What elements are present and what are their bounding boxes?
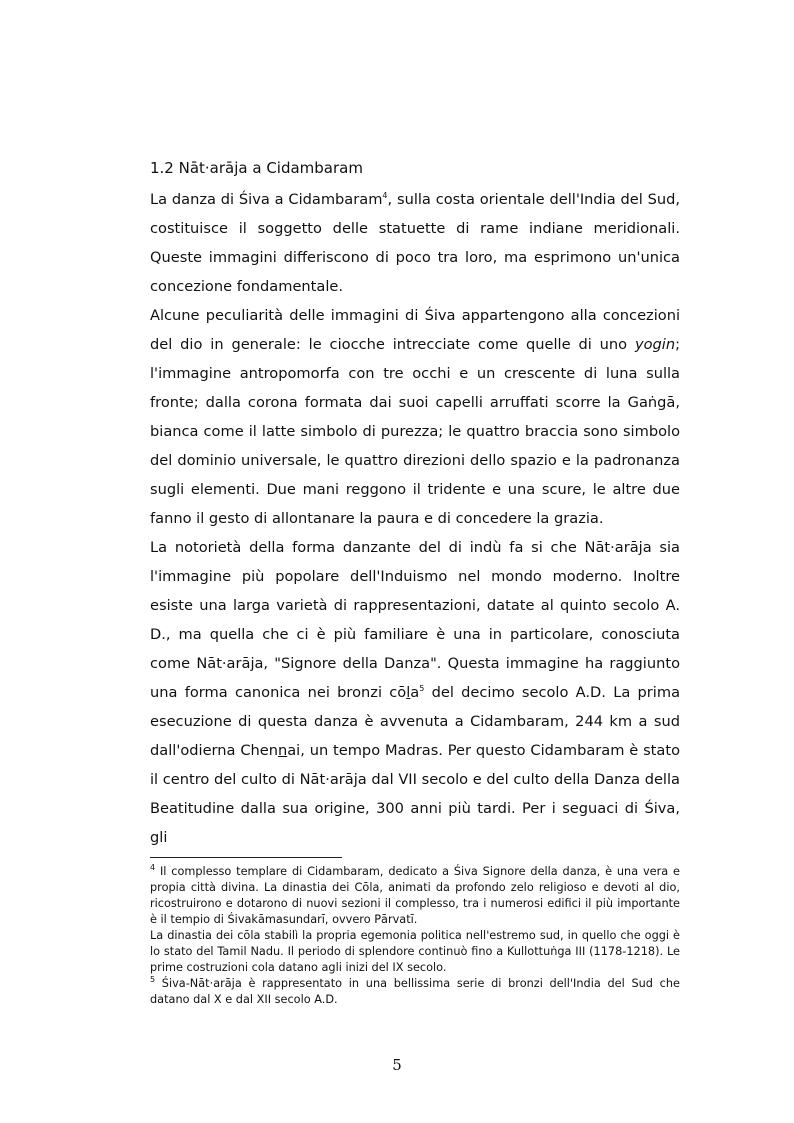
paragraph-2 [150, 301, 680, 533]
footnote-ref-4[interactable]: 4 [382, 191, 388, 201]
footnotes [150, 864, 680, 1008]
section-heading: 1.2 Nāt·arāja a Cidambaram [150, 159, 363, 177]
footnote-4-text: Il complesso templare di Cidambaram, dedicato a Śiva Signore della danza, è una vera e propia città divina. La dinastia dei Cōla, animati da profondo zelo religioso e devoti al dio, ricostruirono e dotarono di nuovi sezioni il complesso, tra i numerosi edifici il più importante è il tempio di Śivakāmasundarī, ovvero Pārvatī. [150, 865, 680, 926]
paragraph-3-text-a: La notorietà della forma danzante del di indù fa si che Nāt·arāja sia l'immagine più popolare dell'Induismo nel mondo moderno. Inoltre esiste una larga varietà di rappresentazioni, datate al quinto secolo A. D., ma quella che ci è più familiare è una in particolare, conosciuta come Nāt·arāja, "Signore della Danza". Questa immagine ha raggiunto una forma canonica nei bronzi cō [150, 539, 680, 701]
footnote-4-number: 4 [150, 863, 156, 873]
paragraph-2-text-a: Alcune peculiarità delle immagini di Śiva appartengono alla concezioni del dio in generale: le ciocche intrecciate come quelle di uno [150, 307, 680, 353]
footnote-4 [150, 864, 680, 928]
paragraph-3-text-d: ai, un tempo Madras. Per questo Cidambaram è stato il centro del culto di Nāt·arāja dal VII secolo e del culto della Danza della Beatitudine dalla sua origine, 300 anni più tardi. Per i seguaci di Śiva, gli [150, 742, 680, 846]
paragraph-1-text-b: , sulla costa orientale dell'India del Sud, costituisce il soggetto delle statuette di rame indiane meridionali. Queste immagini differiscono di poco tra loro, ma esprimono un'unica concezione fondamentale. [150, 191, 680, 295]
paragraph-2-text-b: ; l'immagine antropomorfa con tre occhi e un crescente di luna sulla fronte; dalla corona formata dai suoi capelli arruffati scorre la Gaṅgā, bianca come il latte simbolo di purezza; le quattro braccia sono simbolo del dominio universale, le quattro direzioni dello spazio e la padronanza sugli elementi. Due mani reggono il tridente e una scure, le altre due fanno il gesto di allontanare la paura e di concedere la grazia. [150, 336, 680, 527]
underlined-letter-n: n [277, 742, 288, 759]
footnote-ref-5[interactable]: 5 [419, 684, 425, 694]
footnote-separator [150, 857, 342, 858]
body-text [150, 185, 680, 852]
paragraph-1 [150, 185, 680, 301]
underlined-letter-l: l [406, 684, 411, 701]
paragraph-3-text-b: a [410, 684, 420, 701]
footnote-5 [150, 976, 680, 1008]
page-number: 5 [392, 1056, 402, 1074]
paragraph-1-text-a: La danza di Śiva a Cidambaram [150, 191, 383, 208]
paragraph-3-text-c: del decimo secolo A.D. La prima esecuzione di questa danza è avvenuta a Cidambaram, 244 km a sud dall'odierna Chen [150, 684, 681, 759]
footnote-5-text: Śiva-Nāt·arāja è rappresentato in una bellissima serie di bronzi dell'India del Sud che datano dal X e dal XII secolo A.D. [150, 977, 680, 1006]
footnote-4-continued: La dinastia dei cōla stabilì la propria egemonia politica nell'estremo sud, in quello che oggi è lo stato del Tamil Nadu. Il periodo di splendore continuò fino a Kullottuṅga III (1178-1218). Le prime costruzioni cola datano agli inizi del IX secolo. [150, 929, 680, 974]
footnote-5-number: 5 [150, 975, 156, 985]
yogin-term: yogin [634, 336, 676, 353]
paragraph-3 [150, 533, 680, 852]
